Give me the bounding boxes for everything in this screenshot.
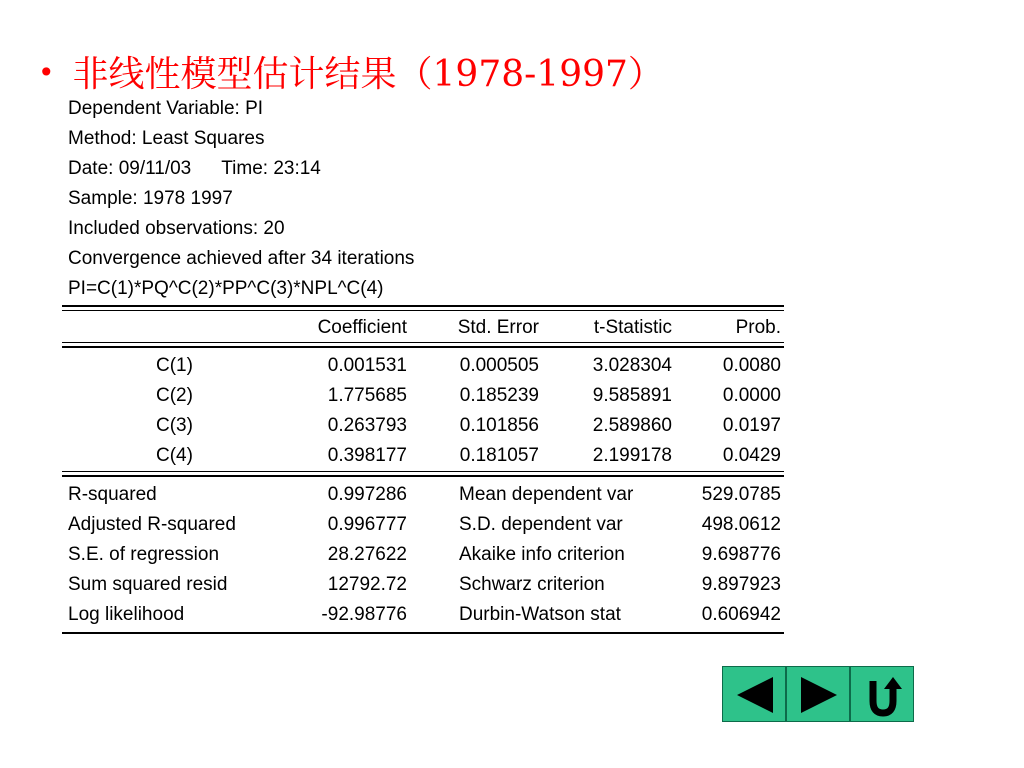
- row-std-error: 0.185239: [459, 385, 539, 406]
- row-t-statistic: 2.589860: [592, 415, 672, 436]
- row-t-statistic: 9.585891: [592, 385, 672, 406]
- slide-navigation: [722, 666, 914, 722]
- return-icon: [851, 667, 915, 723]
- return-button[interactable]: [850, 666, 914, 722]
- stats-row: [62, 480, 784, 510]
- coef-rule: [62, 471, 784, 472]
- row-std-error: 0.000505: [459, 355, 539, 376]
- next-slide-icon: [787, 667, 851, 723]
- dependent-variable: Dependent Variable: PI: [68, 98, 264, 119]
- stat-value: 0.996777: [327, 514, 407, 535]
- row-std-error: 0.101856: [459, 415, 539, 436]
- col-coefficient: Coefficient: [317, 317, 407, 338]
- stat-label: S.D. dependent var: [459, 514, 623, 535]
- stats-row: [62, 540, 784, 570]
- row-prob: 0.0197: [722, 415, 781, 436]
- row-variable: C(2): [156, 385, 193, 406]
- stat-value: 28.27622: [327, 544, 407, 565]
- stat-label: Mean dependent var: [459, 484, 634, 505]
- stats-row: [62, 570, 784, 600]
- table-rule-top-inner: [62, 310, 784, 311]
- equation: PI=C(1)*PQ^C(2)*PP^C(3)*NPL^C(4): [68, 278, 384, 299]
- stat-value: 498.0612: [701, 514, 781, 535]
- row-t-statistic: 2.199178: [592, 445, 672, 466]
- row-prob: 0.0000: [722, 385, 781, 406]
- stat-value: 0.997286: [327, 484, 407, 505]
- row-variable: C(4): [156, 445, 193, 466]
- stat-value: 12792.72: [327, 574, 407, 595]
- row-variable: C(1): [156, 355, 193, 376]
- stat-value: 529.0785: [701, 484, 781, 505]
- table-row: [62, 441, 784, 471]
- stat-label: Adjusted R-squared: [68, 514, 236, 535]
- stat-value: 9.698776: [701, 544, 781, 565]
- stat-label: R-squared: [68, 484, 157, 505]
- method: Method: Least Squares: [68, 128, 265, 149]
- estimation-header: [68, 94, 414, 304]
- row-t-statistic: 3.028304: [592, 355, 672, 376]
- row-coefficient: 0.263793: [327, 415, 407, 436]
- row-variable: C(3): [156, 415, 193, 436]
- previous-slide-icon: [723, 667, 787, 723]
- row-coefficient: 0.001531: [327, 355, 407, 376]
- stat-value: -92.98776: [321, 604, 407, 625]
- included-observations: Included observations: 20: [68, 218, 285, 239]
- header-rule-inner: [62, 346, 784, 348]
- col-std-error: Std. Error: [457, 317, 539, 338]
- table-row: [62, 351, 784, 381]
- table-rule-bottom: [62, 632, 784, 634]
- col-t-statistic: t-Statistic: [593, 317, 672, 338]
- previous-slide-button[interactable]: [722, 666, 786, 722]
- convergence: Convergence achieved after 34 iterations: [68, 248, 415, 269]
- next-slide-button[interactable]: [786, 666, 850, 722]
- coef-table-header: [62, 313, 784, 343]
- table-rule-top: [62, 305, 784, 307]
- stat-value: 9.897923: [701, 574, 781, 595]
- table-row: [62, 411, 784, 441]
- stat-label: Akaike info criterion: [459, 544, 625, 565]
- stat-label: Schwarz criterion: [459, 574, 605, 595]
- stats-row: [62, 600, 784, 630]
- row-coefficient: 0.398177: [327, 445, 407, 466]
- coef-rule-inner: [62, 475, 784, 477]
- row-prob: 0.0080: [722, 355, 781, 376]
- slide-title: [38, 50, 664, 100]
- col-prob: Prob.: [735, 317, 781, 338]
- stat-label: Log likelihood: [68, 604, 185, 625]
- row-std-error: 0.181057: [459, 445, 539, 466]
- stats-row: [62, 510, 784, 540]
- row-coefficient: 1.775685: [327, 385, 407, 406]
- date-time-line: [68, 154, 414, 184]
- date: Date: 09/11/03: [68, 158, 192, 179]
- stat-label: Sum squared resid: [68, 574, 228, 595]
- stat-value: 0.606942: [701, 604, 781, 625]
- stat-label: S.E. of regression: [68, 544, 220, 565]
- row-prob: 0.0429: [722, 445, 781, 466]
- table-row: [62, 381, 784, 411]
- stat-label: Durbin-Watson stat: [459, 604, 621, 625]
- bullet-icon: •: [38, 56, 55, 89]
- slide-title-text: 非线性模型估计结果（1978-1997）: [72, 54, 664, 95]
- time: Time: 23:14: [221, 158, 321, 179]
- sample: Sample: 1978 1997: [68, 188, 233, 209]
